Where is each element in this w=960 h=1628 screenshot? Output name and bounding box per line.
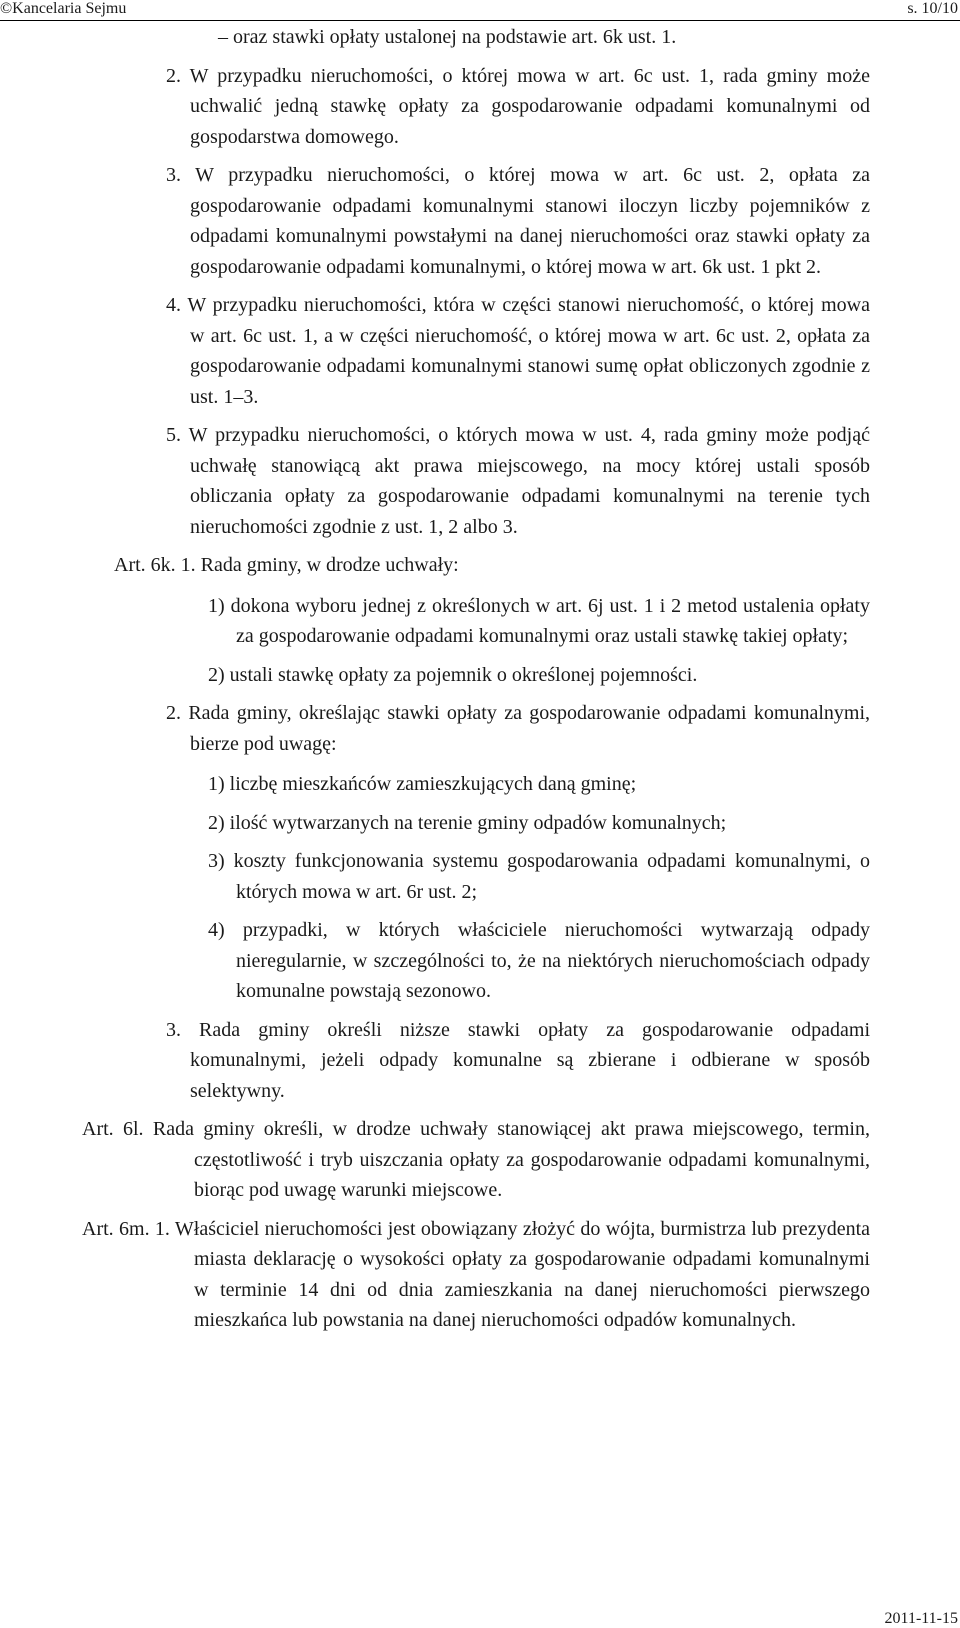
footer-date: 2011-11-15 — [884, 1610, 958, 1627]
article-6k-ust-2: 2. Rada gminy, określając stawki opłaty za gospodarowanie odpadami komunalnymi, bierze pod uwagę: — [166, 702, 870, 755]
article-6k-intro: Art. 6k. 1. Rada gminy, w drodze uchwały: — [114, 554, 459, 576]
header-divider — [0, 20, 960, 21]
article-6k-1-point-2: 2) ustali stawkę opłaty za pojemnik o określonej pojemności. — [208, 663, 698, 686]
article-6k-2-point-1: 1) liczbę mieszkańców zamieszkujących daną gminę; — [208, 773, 637, 795]
article-6k-1-point-1: 1) dokona wyboru jednej z określonych w art. 6j ust. 1 i 2 metod ustalenia opłaty za gospodarowanie odpadami komunalnymi oraz ustali stawkę takiej opłaty; — [208, 594, 870, 647]
article-6k-2-point-2: 2) ilość wytwarzanych na terenie gminy odpadów komunalnych; — [208, 811, 727, 834]
paragraph-ust-2: 2. W przypadku nieruchomości, o której mowa w art. 6c ust. 1, rada gminy może uchwalić jedną stawkę opłaty za gospodarowanie odpadami komunalnymi od gospodarstwa domowego. — [166, 64, 870, 148]
paragraph-ust-3: 3. W przypadku nieruchomości, o której mowa w art. 6c ust. 2, opłata za gospodarowanie odpadami komunalnymi stanowi iloczyn liczby pojemników z odpadami komunalnymi powstałymi na danej nieruchomości oraz stawki opłaty za gospodarowanie odpadami komunalnymi, o której mowa w art. 6k ust. 1 pkt 2. — [166, 164, 870, 278]
paragraph-ust-5: 5. W przypadku nieruchomości, o których mowa w ust. 4, rada gminy może podjąć uchwałę stanowiącą akt prawa miejscowego, na mocy której ustali sposób obliczania opłaty za gospodarowanie odpadami komunalnymi na terenie tych nieruchomości zgodnie z ust. 1, 2 albo 3. — [166, 424, 870, 538]
paragraph-dash: – oraz stawki opłaty ustalonej na podstawie art. 6k ust. 1. — [218, 26, 677, 48]
article-6k-2-point-4: 4) przypadki, w których właściciele nieruchomości wytwarzają odpady nieregularnie, w szczególności to, że na niektórych nieruchomościach odpady komunalne powstają sezonowo. — [208, 919, 870, 1002]
document-body — [0, 22, 960, 1336]
article-6k-ust-3: 3. Rada gminy określi niższe stawki opłaty za gospodarowanie odpadami komunalnymi, jeżeli odpady komunalne są zbierane i odbierane w sposób selektywny. — [166, 1018, 870, 1102]
paragraph-ust-4: 4. W przypadku nieruchomości, która w części stanowi nieruchomość, o której mowa w art. 6c ust. 1, a w części nieruchomość, o której mowa w art. 6c ust. 2, opłata za gospodarowanie odpadami komunalnymi stanowi sumę opłat obliczonych zgodnie z ust. 1–3. — [166, 294, 870, 408]
article-6l: Art. 6l. Rada gminy określi, w drodze uchwały stanowiącej akt prawa miejscowego, termin, częstotliwość i tryb uiszczania opłaty za gospodarowanie odpadami komunalnymi, biorąc pod uwagę warunki miejscowe. — [82, 1118, 870, 1201]
header-page-number: s. 10/10 — [907, 0, 958, 17]
header-source: ©Kancelaria Sejmu — [0, 0, 127, 17]
article-6k-2-point-3: 3) koszty funkcjonowania systemu gospodarowania odpadami komunalnymi, o których mowa w art. 6r ust. 2; — [208, 850, 870, 903]
article-6m-ust-1: Art. 6m. 1. Właściciel nieruchomości jest obowiązany złożyć do wójta, burmistrza lub prezydenta miasta deklarację o wysokości opłaty za gospodarowanie odpadami komunalnymi w terminie 14 dni od dnia zamieszkania na danej nieruchomości pierwszego mieszkańca lub powstania na danej nieruchomości odpadów komunalnych. — [82, 1217, 870, 1331]
page-header — [0, 0, 960, 22]
